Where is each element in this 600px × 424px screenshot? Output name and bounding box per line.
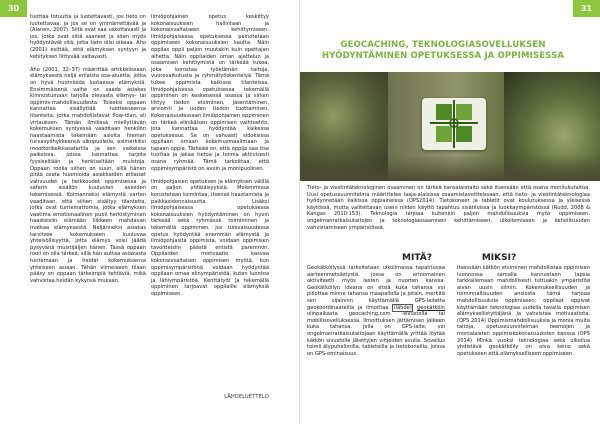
left-col1-paragraph-1: tuottaa totuutta ja luotettavasti, jos tieto on luotettavaa, ja jos se on ymmärrettävää ja (Alanen, 2007). Siitä ovat saa uskottavasti ja jos, jotka ovat siitä saaneet ja siten myös hyödyntävät sitä, jotta tieto olisi oikeaa. Aho (2001) esittää, että elämyksen syntyyn ja kehityksen liittyvää valtavasti.	[30, 14, 146, 60]
left-col2-paragraph-1: Ilmiöpohjainen opetus keskittyy kokonaisuuksien hallintaan ja kokonaisvaltaiseen kehittymiseen. Ilmiöpohjaisessa opetuksessa painotetaan oppimiseen kokonaisuuksien kautta. Näin oppilas oppii paljon muutakin kuin opettajan aihetta. Näin oppilaiden oman ajattelun ja osaamisen kehittymistä on tärkeää tukea, joka korostaa työelämän taitoja, vuorovaikutusta ja ryhmätyöskentelyä. Tämä tukee oppimista kaikissa tilanteissa. Ilmiöpohjaisessa opetuksessa tekemällä oppiminen on keskeisessä osassa ja siihen liittyy tiedon etsiminen, jäsentäminen, arviointi ja uuden tiedon tuottaminen. Kokonaisuudessaan ilmiöpohjainen oppiminen on tärkeä elinikäisen oppimisen vaihtoehto, jota kannattaa hyödyntää kaikessa opetuksessa. Se on vahvasti sidoksissa oppilaan omaan kokemusmaailmaan ja tapaan oppia. Tärkeää on, että oppija saa itse tuottaa ja jakaa tietoa ja toimia aktiivisesti osana ryhmää. Tämä tarkoittaa, että oppimisympäristö on avoin ja monipuolinen.	[151, 14, 269, 172]
geokatko-link[interactable]: geokätköin	[417, 304, 445, 311]
miksi-heading: MIKSI?	[481, 253, 517, 263]
source-citation-highlight: (lähde)	[393, 304, 412, 311]
geocaching-logo-icon	[422, 98, 486, 150]
left-text-column-1	[30, 14, 146, 418]
photo-ground	[300, 155, 600, 181]
article-title-line-1: GEOCACHING, TEKNOLOGIASOVELLUKSEN	[340, 40, 546, 50]
mita-text-mid: olinpaikasta	[307, 311, 338, 318]
page-number-left: 30	[0, 0, 27, 17]
mita-text-after: -sivustolla tai mobiilisovelluksessa. Ilmoittuksen jättämisen jälkeen kuka tahansa, jolla on GPS-laite, voi ongelmanratkaisutaitojaan käyttämällä yrittää löytää kätkön sivustolle jätettyjen vihjeiden avulla. Sovellus toimii älypuhelimilla, tableteilla ja tietokoneilla, joissa on GPS-ominaisuus.	[307, 311, 446, 357]
left-col2-paragraph-2: Ilmiöpohjaisen opetuksen ja elämyksen välillä on paljon yhtäläisyyksiä. Molemmissa korostetaan toimintaa, itsensä haastamista ja paikkasidonnaisuutta. Lisäksi ilmiöpohjaisessa opetuksessa kokonaisuuksien hyödyntäminen on hyvin tärkeää sekä ryhmässä toimiminen ja tekemällä oppiminen. Jos tulevaisuudessa opetus hyödyntää enemmän elämystä ja ilmiöpohjaista oppimista, voidaan oppimisen tavoitteisiin päästä entistä paremmin. Oppilaiden motivaatio kasvaa kokonaisvaltaisen oppimisen myötä, kun oppimisympäristönä voidaan hyödyntää oppilaan omaa elinympäristöä, kuten luontoa ja lähiympäristöä. Kenttätyöt ja tekemällä oppiminen tarjoavat oppilaille elämyksiä oppimiseen.	[151, 178, 269, 297]
mita-text-block	[307, 265, 445, 357]
article-title-line-2: HYÖDYNTÄMINEN OPETUKSESSA JA OPPIMISESSA	[321, 51, 565, 61]
intro-paragraph: Tieto- ja viestintäteknologinen osaaminen on tärkeä kansalaistaito sekä itsessään että osana monilukutaitoa. Uusi opetussuunnitelma määrittelee laaja-alaisissa osaamistavoitteissaan, että tieto- ja viestintäteknologiaa hyödynnetään kaikissa oppiaineissa (OPS2014). Tietokoneet ja tabletit ovat koulutuksessa ja yleisessä käytössä, mutta valitettavan usein niiden käyttö tapahtuu sisätiloissa ja luokkaympäristössä (Rudd, 2008 & Kangas 2010:153). Teknologia tarjoaa kuitenkin paljon mahdollisuuksia myös oppimiseen, ongelmanratkaisutaitojen ja teknologiaosaamisen kehittämiseen, ulkoilemiseen ja kehollisuuden vahvistamiseen ympäristössä.	[307, 185, 590, 231]
page-number-right: 31	[573, 0, 600, 17]
left-text-column-2	[151, 14, 269, 418]
left-col1-paragraph-2: Aho (2001, 32–37) määrittää artikkelissaan elämyksestä neljä erilaista osa-aluetta, jotka on hyvä huomioida luotaessa elämyksiä. Ensimmäisenä vaihe on saada asiakas kiinnostumaan tarjolla olevasta elämys- tai oppimis-mahdollisuudesta. Toiseksi oppaan kannattaa sisällyttää tuotteeseensa tilanteita, jotka mahdollistavat flow-tilan, eli virtauksen. Tämän ilmiössä miellyttävän kokemuksen syntyessä vaaditaan henkilön haastaamista tekemään asioita hieman turvavyöhykkeensä ulkopuolella, esimerkiksi moottorikelkkasafarilla ja sen vaikeissa paikoissa, joissa kannattaa tarjota fyysiseltään ja henkiseltään muistoja. Oppaan roolia siihen on suuri, sillä hänen pitää osata huomioida asiakkaiden erilaiset vahvuudet ja heikkoudet oppimisessa ja safarin sisällön kuuluvien asioiden tekemisessä. Kolmanneksi elämystä varten vaaditaan, että siihen sisältyy tilanteita, jotka ovat tuntemattomia, jotka elämyksen vaatima emotionaalinen puoli herkistyminen haasteisiin elämään liikkeen mahdavan matkaa elämyksestä. Neljänneksi asiakas tarvitsee kokemukseen kuuluvaa yhteisöllisyyttä, jotta elämys voisi jäädä pysyvänä muistijäljen hänen. Tässä oppaan rooli on olla tärkeä, sillä hän auttaa asiakasta tuntemaan ja heidät kokemuksensa yhteiseen asiaan. Tähän viimeiseen tilaan pääsy on oppaan tärkeimpiä tehtäviä, mikä vahvistaa heidän kykynsä mukaan.	[30, 66, 146, 284]
mita-text-before: Geokätköilyssä tarkoitetaan ulkoilmassa tapahtuvaa aarteenmetsästystä, jossa on erinomainen aktiviteetti myös lasten ja nuorten kanssa. Geokätköilyn ideana on etsiä kuka tahansa voi piilottaa minne tahansa maapallolla ja jotain, merkitä sen sijainnin käyttämällä GPS-laitetta geokoordinaateilla ja ilmoittaa	[307, 265, 445, 311]
miksi-text-block: Itsessään kätkön etsiminen mahdollistaa oppimisen luonnossa samalla kannustaen lapsia tarkkailemaan mahdollisesti tuttuakin ympäristöä aivan uusin silmin. Kokemuksellisuuden ja toiminnallisuuden ansiosta tämä tarjoaa mahdollisuuksia oppimiseen: oppilaat oppivat käyttämään teknologiaa uudella tavalla oppimisen elämyksellistyttäjänä ja vahvistaa motivaatiota. (OPS 2014) Oppimismahdollisuuksia ja monia muita taitoja, opetussuunnitelman teemojen ja monialaisten oppimiskokonaisuuksien kanssa (OPS 2014) Minkä vuoksi teknologiaa sekä ulkoilua yhdistävä geokätköily on oiva keino sekä opetukseen että elämykselliseen oppimiseen.	[457, 265, 590, 357]
geocaching-site-link[interactable]: geocaching.com	[348, 311, 391, 318]
geocache-photo	[300, 72, 600, 181]
article-title	[302, 40, 584, 62]
reference-list-label: LÄHDELUETTELO	[224, 394, 269, 400]
mita-heading: MITÄ?	[402, 253, 432, 263]
